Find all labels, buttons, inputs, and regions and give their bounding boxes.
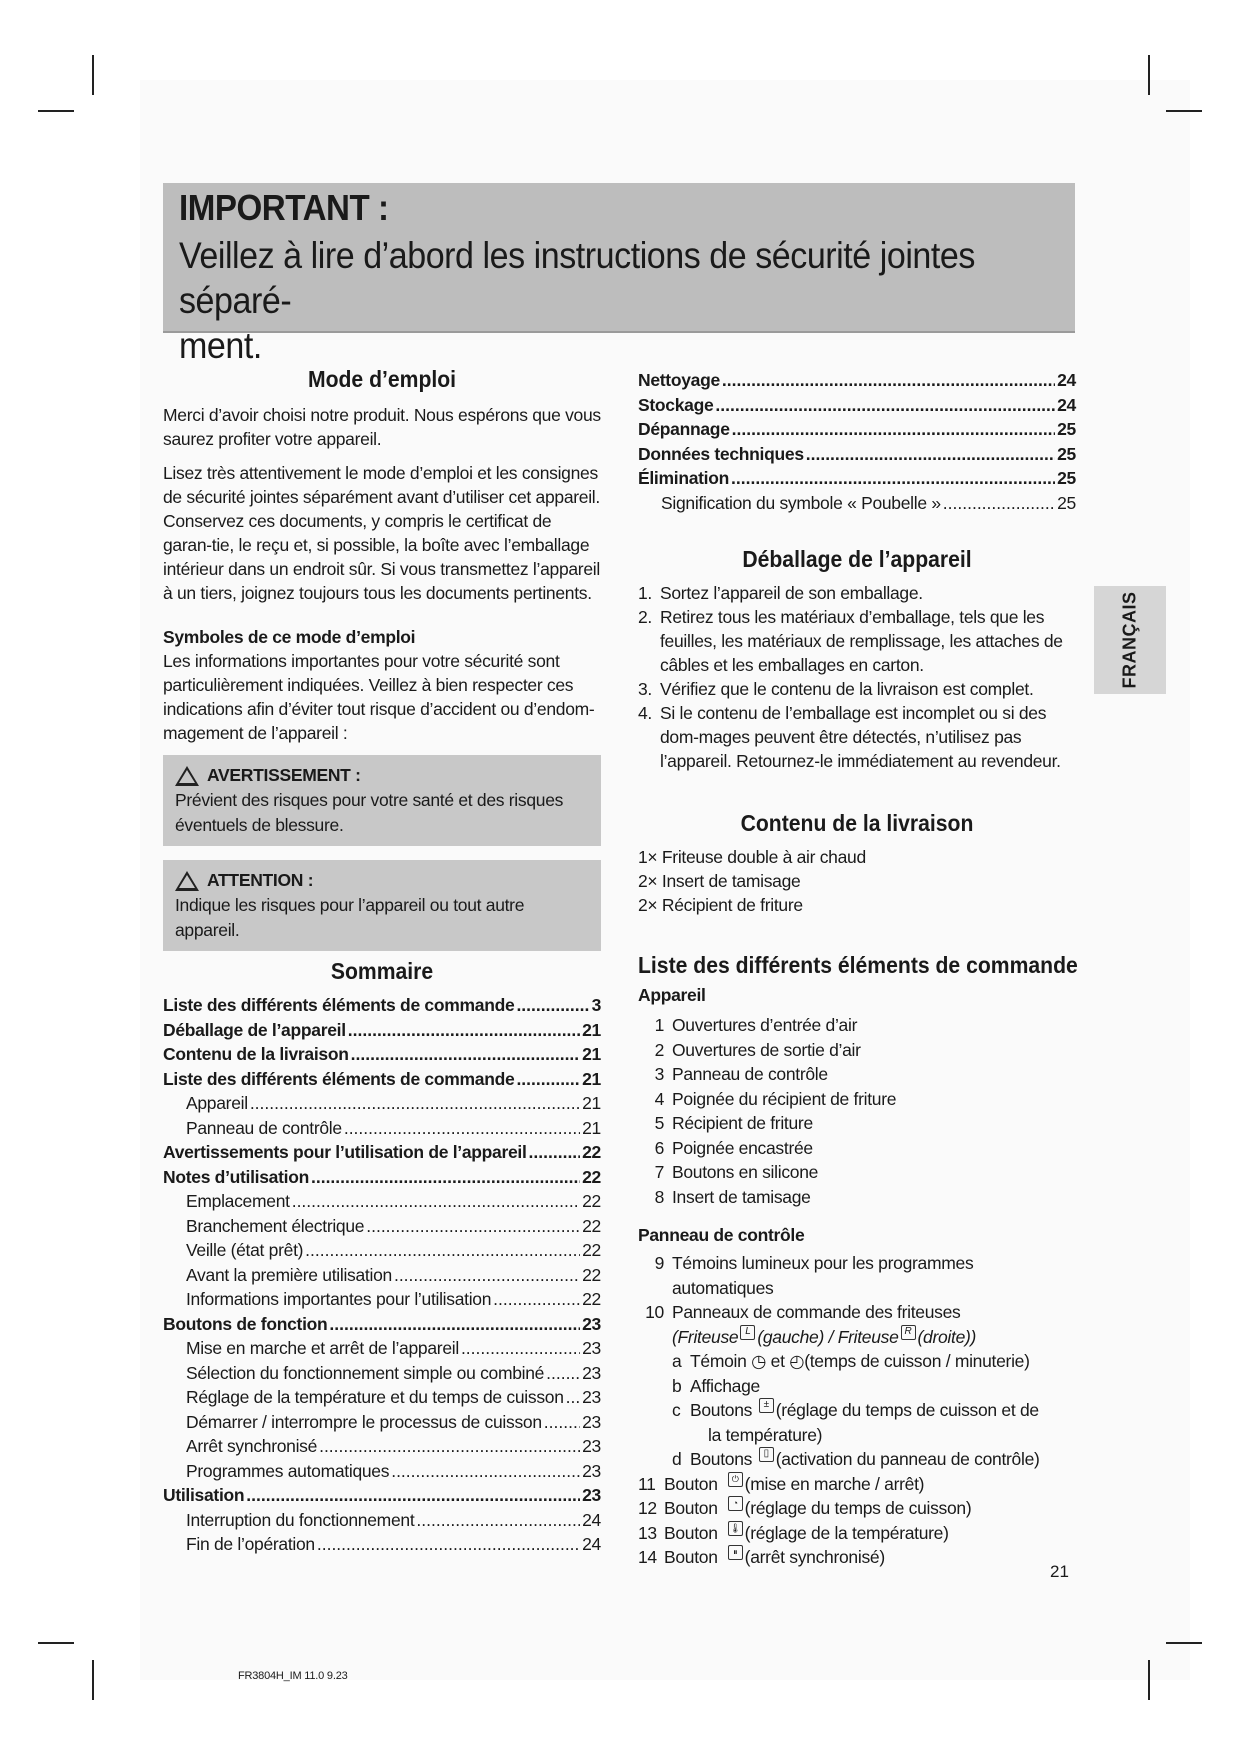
toc-leader-dots — [516, 1067, 580, 1092]
toc-entry-page: 22 — [582, 1289, 601, 1309]
sommaire-section — [163, 958, 601, 1557]
list-item-sub: a Témoin ◷ et ◴ (temps de cuisson / minuterie) — [638, 1349, 1078, 1374]
important-title: IMPORTANT : — [179, 187, 389, 228]
sommaire-heading: Sommaire — [330, 958, 434, 984]
list-item: 2× Insert de tamisage — [638, 871, 801, 891]
toc-entry — [163, 1042, 601, 1067]
toc-entry — [163, 1508, 601, 1533]
timer-icon: ◔ — [728, 1496, 743, 1511]
clock-indicator-icon: ◴ — [789, 1351, 805, 1371]
toc-entry-page: 23 — [582, 1460, 601, 1481]
list-item: 10 Panneaux de commande des friteuses — [645, 1302, 961, 1322]
fryer-left-icon: L — [740, 1325, 755, 1340]
list-item-sub: la température) — [708, 1424, 823, 1445]
toc-entry — [163, 1434, 601, 1459]
toc-entry-page: 22 — [582, 1240, 601, 1260]
toc-entry-label: Veille (état prêt) — [186, 1240, 304, 1260]
toc-entry — [163, 1091, 601, 1116]
list-item: 2 Ouvertures de sortie d’air — [654, 1039, 861, 1060]
warning-box — [163, 755, 601, 846]
table-of-contents-continued — [638, 368, 1076, 515]
toc-leader-dots — [731, 466, 1055, 491]
toc-entry — [163, 1067, 601, 1092]
toc-entry — [163, 1263, 601, 1288]
crop-mark — [1148, 55, 1150, 95]
symbols-paragraph: Les informations importantes pour votre sécurité sont particulièrement indiquées. Veillez à bien respecter ces indications afin d’éviter tout risque d’accident ou d’endom-magement de l’appareil : — [163, 651, 595, 743]
toc-entry-page: 24 — [1057, 370, 1076, 390]
toc-entry — [163, 1385, 601, 1410]
toc-entry-label: Contenu de la livraison — [163, 1044, 349, 1064]
toc-leader-dots — [715, 393, 1055, 418]
plus-minus-icon: ± — [759, 1398, 774, 1413]
important-text — [179, 233, 1062, 368]
list-item: 11 Bouton ⏻ (mise en marche / arrêt) — [638, 1473, 925, 1494]
toc-entry — [163, 1459, 601, 1484]
toc-entry-label: Réglage de la température et du temps de cuisson — [186, 1387, 564, 1407]
crop-mark — [1166, 1642, 1202, 1644]
toc-leader-dots — [246, 1483, 580, 1508]
toc-entry — [163, 1214, 601, 1239]
toc-leader-dots — [348, 1018, 580, 1043]
toc-leader-dots — [806, 442, 1055, 467]
list-item-sub: b Affichage — [672, 1375, 760, 1396]
toc-entry-label: Panneau de contrôle — [186, 1117, 342, 1138]
list-item: 7 Boutons en silicone — [654, 1162, 819, 1182]
toc-entry-label: Avant la première utilisation — [186, 1264, 392, 1285]
important-line-2: ment. — [179, 325, 262, 366]
toc-leader-dots — [329, 1312, 580, 1337]
toc-entry-label: Démarrer / interrompre le processus de cuisson — [186, 1411, 542, 1432]
list-item: 1 Ouvertures d’entrée d’air — [654, 1015, 858, 1035]
crop-mark — [92, 1660, 94, 1700]
right-toc — [638, 368, 1076, 515]
toc-entry-label: Branchement électrique — [186, 1215, 365, 1236]
mode-emploi-heading: Mode d’emploi — [307, 366, 457, 392]
toc-leader-dots — [366, 1214, 580, 1239]
list-item: 4 Poignée du récipient de friture — [654, 1088, 897, 1109]
toc-leader-dots — [493, 1287, 580, 1312]
toc-entry-label: Utilisation — [163, 1485, 245, 1505]
toc-entry-page: 21 — [582, 1093, 601, 1113]
list-item: 2× Récipient de friture — [638, 895, 803, 915]
toc-entry-label: Fin de l’opération — [186, 1534, 315, 1554]
toc-entry — [163, 1312, 601, 1337]
toc-entry-page: 25 — [1057, 443, 1076, 464]
toc-entry-page: 22 — [582, 1142, 601, 1162]
attention-text: Indique les risques pour l’appareil ou tout autre appareil. — [175, 895, 525, 940]
crop-mark — [38, 1642, 74, 1644]
toc-entry-page: 23 — [582, 1485, 601, 1505]
toc-leader-dots — [344, 1116, 580, 1141]
warning-triangle-icon — [175, 766, 199, 786]
toc-entry-page: 22 — [582, 1166, 601, 1187]
toc-entry-page: 23 — [582, 1338, 601, 1358]
toc-entry — [163, 1189, 601, 1214]
table-of-contents — [163, 993, 601, 1557]
appareil-heading: Appareil — [638, 985, 706, 1005]
toc-entry — [638, 417, 1076, 442]
toc-entry — [163, 1336, 601, 1361]
list-item: 2. Retirez tous les matériaux d’emballage, tels que les feuilles, les matériaux de remplissage, les attaches de câbles et les emballages en carton. — [638, 607, 1063, 675]
toc-entry-page: 24 — [582, 1534, 601, 1554]
thermometer-icon: 🌡 — [728, 1521, 743, 1536]
attention-title: ATTENTION : — [207, 870, 314, 890]
list-item: 14 Bouton ⏸ (arrêt synchronisé) — [638, 1547, 885, 1567]
toc-entry-page: 23 — [582, 1411, 601, 1432]
toc-entry-label: Appareil — [186, 1093, 248, 1113]
toc-entry-page: 22 — [582, 1191, 601, 1211]
list-item: 6 Poignée encastrée — [654, 1137, 813, 1158]
toc-entry-label: Nettoyage — [638, 370, 720, 390]
crop-mark — [92, 55, 94, 95]
toc-entry — [163, 1410, 601, 1435]
liste-section — [638, 952, 1078, 1570]
list-item-sub: d Boutons ▯ (activation du panneau de contrôle) — [672, 1448, 1040, 1469]
appliance-parts-list — [638, 1013, 1078, 1209]
delivery-contents — [638, 845, 1076, 917]
activation-icon: ▯ — [759, 1447, 774, 1462]
toc-entry — [638, 442, 1076, 467]
toc-entry — [163, 1483, 601, 1508]
panneau-heading: Panneau de contrôle — [638, 1225, 805, 1245]
toc-entry-label: Déballage de l’appareil — [163, 1019, 346, 1040]
toc-entry-label: Arrêt synchronisé — [186, 1436, 318, 1456]
toc-entry — [638, 393, 1076, 418]
deballage-heading: Déballage de l’appareil — [742, 546, 972, 572]
warning-title-row — [175, 763, 589, 788]
toc-entry — [163, 1116, 601, 1141]
toc-entry-page: 25 — [1057, 492, 1076, 513]
toc-leader-dots — [351, 1042, 580, 1067]
toc-leader-dots — [943, 491, 1055, 516]
fryer-right-icon: R — [901, 1325, 916, 1340]
deballage-section — [638, 546, 1076, 773]
list-item-sub: (Friteuse L (gauche) / Friteuse R (droite)) — [672, 1325, 977, 1347]
toc-entry — [163, 1532, 601, 1557]
language-tab — [1094, 586, 1166, 694]
list-item: 1. Sortez l’appareil de son emballage. — [638, 583, 923, 603]
toc-entry-label: Avertissements pour l’utilisation de l’appareil — [163, 1142, 527, 1162]
page-number: 21 — [1050, 1562, 1069, 1581]
toc-leader-dots — [319, 1434, 580, 1459]
footer-code: FR3804H_IM 11.0 9.23 — [238, 1670, 348, 1682]
toc-entry — [163, 1361, 601, 1386]
list-item: 12 Bouton ◔ (réglage du temps de cuisson) — [638, 1498, 972, 1518]
attention-title-row — [175, 868, 589, 893]
important-notice — [163, 183, 1075, 366]
toc-entry — [638, 368, 1076, 393]
toc-entry — [163, 1287, 601, 1312]
toc-entry-page: 24 — [1057, 394, 1076, 415]
toc-entry-label: Boutons de fonction — [163, 1313, 328, 1334]
attention-triangle-icon — [175, 871, 199, 891]
attention-box — [163, 860, 601, 951]
toc-entry — [163, 1238, 601, 1263]
toc-entry — [163, 1140, 601, 1165]
toc-entry-page: 23 — [582, 1362, 601, 1383]
toc-leader-dots — [250, 1091, 580, 1116]
toc-entry-label: Données techniques — [638, 443, 804, 464]
list-item: 3. Vérifiez que le contenu de la livraison est complet. — [638, 679, 1034, 699]
toc-leader-dots — [722, 368, 1055, 393]
left-column — [163, 366, 601, 951]
toc-entry-page: 22 — [582, 1215, 601, 1236]
language-tab-label: FRANÇAIS — [1119, 591, 1140, 689]
list-item: 1× Friteuse double à air chaud — [638, 847, 866, 867]
toc-leader-dots — [566, 1385, 580, 1410]
toc-leader-dots — [416, 1508, 580, 1533]
toc-leader-dots — [461, 1336, 580, 1361]
unpacking-steps — [638, 581, 1076, 773]
control-buttons-list — [638, 1472, 1078, 1570]
toc-entry-page: 25 — [1057, 419, 1076, 439]
contenu-section — [638, 810, 1076, 917]
toc-entry-label: Dépannage — [638, 419, 730, 439]
toc-leader-dots — [305, 1238, 580, 1263]
toc-entry-label: Emplacement — [186, 1191, 290, 1211]
toc-leader-dots — [311, 1165, 580, 1190]
toc-entry-label: Élimination — [638, 468, 730, 488]
toc-entry-label: Programmes automatiques — [186, 1460, 390, 1481]
instructions-paragraph: Lisez très attentivement le mode d’emploi et les consignes de sécurité jointes séparément avant d’utiliser cet appareil. Conservez ces documents, y compris le certificat de garan-tie, le reçu et, si possible, la boîte avec l’emballage intérieur dans un endroit sûr. Si vous transmettez l’appareil à un tiers, joignez toujours tous les documents pertinents. — [163, 463, 600, 603]
toc-entry-label: Liste des différents éléments de commande — [163, 1068, 515, 1089]
list-item: 8 Insert de tamisage — [654, 1186, 811, 1207]
list-item: 4. Si le contenu de l’emballage est incomplet ou si des dom-mages peuvent être détectés, n’utilisez pas l’appareil. Retournez-le immédiatement au revendeur. — [638, 703, 1061, 771]
list-item-sub: c Boutons ± (réglage du temps de cuisson et de — [672, 1399, 1039, 1420]
toc-leader-dots — [394, 1263, 580, 1288]
toc-entry-page: 24 — [582, 1509, 601, 1530]
toc-leader-dots — [391, 1459, 580, 1484]
toc-entry-page: 21 — [582, 1117, 601, 1138]
toc-entry-page: 21 — [582, 1019, 601, 1040]
toc-entry-page: 23 — [582, 1436, 601, 1456]
toc-entry — [638, 466, 1076, 491]
toc-entry-page: 21 — [582, 1068, 601, 1089]
toc-entry — [163, 1018, 601, 1043]
toc-entry-page: 23 — [582, 1313, 601, 1334]
warning-title: AVERTISSEMENT : — [207, 765, 361, 785]
list-item: 5 Récipient de friture — [654, 1113, 813, 1133]
crop-mark — [1148, 1660, 1150, 1700]
toc-entry-page: 23 — [582, 1387, 601, 1407]
contenu-heading: Contenu de la livraison — [740, 810, 974, 836]
toc-entry-label: Informations importantes pour l’utilisation — [186, 1289, 492, 1309]
toc-entry-label: Notes d’utilisation — [163, 1166, 309, 1187]
power-icon: ⏻ — [728, 1472, 743, 1487]
warning-text: Prévient des risques pour votre santé et des risques éventuels de blessure. — [175, 790, 564, 835]
toc-leader-dots — [516, 993, 589, 1018]
intro-paragraph: Merci d’avoir choisi notre produit. Nous espérons que vous saurez profiter votre appareil. — [163, 405, 601, 449]
toc-entry-page: 3 — [591, 995, 601, 1015]
list-item: 13 Bouton 🌡 (réglage de la température) — [638, 1522, 949, 1543]
toc-entry-label: Mise en marche et arrêt de l’appareil — [186, 1338, 459, 1358]
toc-leader-dots — [544, 1410, 580, 1435]
sync-stop-icon: ⏸ — [728, 1545, 743, 1560]
list-item: 9 Témoins lumineux pour les programmes automatiques — [654, 1253, 974, 1298]
toc-entry-page: 22 — [582, 1264, 601, 1285]
toc-entry-label: Stockage — [638, 394, 714, 415]
symbols-heading: Symboles de ce mode d’emploi — [163, 627, 416, 647]
toc-leader-dots — [546, 1361, 580, 1386]
crop-mark — [1166, 110, 1202, 112]
toc-entry — [638, 491, 1076, 516]
toc-leader-dots — [529, 1140, 581, 1165]
toc-entry-label: Signification du symbole « Poubelle » — [661, 492, 941, 513]
toc-entry-label: Liste des différents éléments de commande — [163, 995, 515, 1015]
toc-leader-dots — [732, 417, 1055, 442]
toc-entry-label: Sélection du fonctionnement simple ou combiné — [186, 1362, 545, 1383]
toc-entry-page: 25 — [1057, 468, 1076, 488]
important-line-1: Veillez à lire d’abord les instructions de sécurité jointes séparé- — [179, 235, 975, 321]
crop-mark — [38, 110, 74, 112]
toc-entry-page: 21 — [582, 1044, 601, 1064]
toc-entry-label: Interruption du fonctionnement — [186, 1509, 415, 1530]
toc-entry — [163, 1165, 601, 1190]
toc-leader-dots — [292, 1189, 580, 1214]
toc-leader-dots — [317, 1532, 580, 1557]
list-item: 3 Panneau de contrôle — [654, 1064, 828, 1084]
timer-indicator-icon: ◷ — [751, 1351, 767, 1371]
toc-entry — [163, 993, 601, 1018]
liste-heading: Liste des différents éléments de commande — [638, 952, 1078, 978]
